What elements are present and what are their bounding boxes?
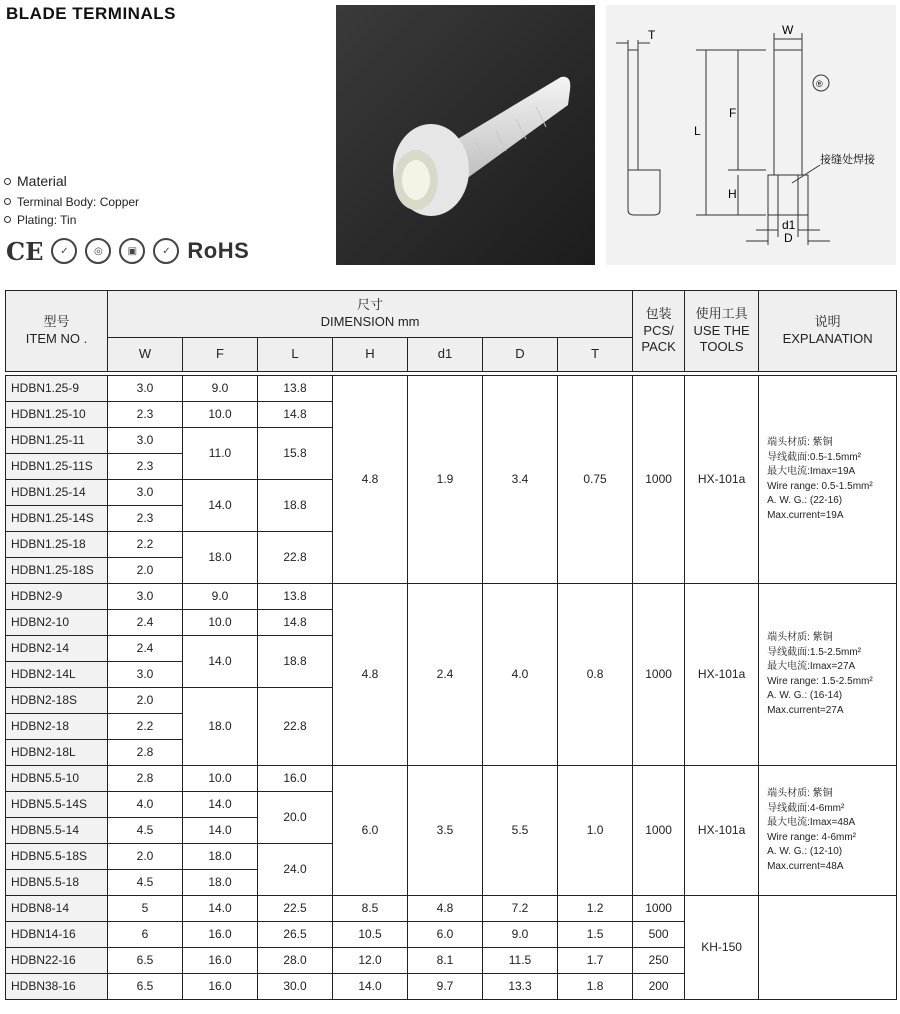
explanation-cell	[759, 896, 897, 1000]
pack-cell: 1000	[633, 896, 685, 922]
h-cell: 12.0	[333, 948, 408, 974]
l-cell: 18.8	[258, 636, 333, 688]
label-d: D	[784, 231, 793, 245]
explanation-line: 导线截面:4-6mm²	[767, 802, 845, 814]
f-cell: 14.0	[183, 480, 258, 532]
w-cell: 2.2	[108, 714, 183, 740]
d1-cell: 6.0	[408, 922, 483, 948]
explanation-line: 导线截面:0.5-1.5mm²	[767, 451, 861, 463]
d-cell: 5.5	[483, 766, 558, 896]
d-cell: 11.5	[483, 948, 558, 974]
l-cell: 22.8	[258, 532, 333, 584]
explanation-line: 端头材质: 紫铜	[767, 437, 833, 448]
explanation-line: Wire range: 4-6mm²	[767, 831, 856, 843]
table-row	[6, 766, 897, 792]
material-plating-text: Plating: Tin	[17, 213, 77, 227]
f-cell: 11.0	[183, 428, 258, 480]
ce-mark-icon: CE	[6, 236, 44, 266]
w-cell: 2.0	[108, 688, 183, 714]
header-col-l: L	[258, 338, 333, 372]
d-cell: 4.0	[483, 584, 558, 766]
w-cell: 2.4	[108, 636, 183, 662]
f-cell: 18.0	[183, 844, 258, 870]
l-cell: 15.8	[258, 428, 333, 480]
dimension-drawing	[606, 5, 896, 265]
item-cell: HDBN2-10	[6, 610, 108, 636]
w-cell: 4.0	[108, 792, 183, 818]
w-cell: 3.0	[108, 662, 183, 688]
header-pack: 包装 PCS/ PACK	[633, 291, 685, 372]
header-col-f: F	[183, 338, 258, 372]
l-cell: 16.0	[258, 766, 333, 792]
explanation-line: Max.current=19A	[767, 509, 844, 521]
label-h: H	[728, 187, 737, 201]
l-cell: 30.0	[258, 974, 333, 1000]
f-cell: 16.0	[183, 948, 258, 974]
item-cell: HDBN2-18L	[6, 740, 108, 766]
t-cell: 0.8	[558, 584, 633, 766]
item-cell: HDBN1.25-11	[6, 428, 108, 454]
item-cell: HDBN2-9	[6, 584, 108, 610]
w-cell: 6	[108, 922, 183, 948]
l-cell: 28.0	[258, 948, 333, 974]
header-col-h: H	[333, 338, 408, 372]
explanation-cell	[759, 376, 897, 584]
sgs-badge-icon: ✓	[153, 238, 179, 264]
t-cell: 1.5	[558, 922, 633, 948]
l-cell: 14.8	[258, 402, 333, 428]
material-body	[4, 195, 139, 209]
d1-cell: 8.1	[408, 948, 483, 974]
h-cell: 6.0	[333, 766, 408, 896]
item-cell: HDBN14-16	[6, 922, 108, 948]
l-cell: 26.5	[258, 922, 333, 948]
t-cell: 1.0	[558, 766, 633, 896]
item-cell: HDBN1.25-9	[6, 376, 108, 402]
w-cell: 3.0	[108, 376, 183, 402]
item-cell: HDBN1.25-14	[6, 480, 108, 506]
w-cell: 2.0	[108, 558, 183, 584]
tool-cell: HX-101a	[685, 584, 759, 766]
product-photo	[336, 5, 595, 265]
explanation-line: 最大电流:Imax=27A	[767, 661, 856, 672]
d-cell: 7.2	[483, 896, 558, 922]
item-cell: HDBN5.5-14S	[6, 792, 108, 818]
item-cell: HDBN5.5-18S	[6, 844, 108, 870]
w-cell: 2.0	[108, 844, 183, 870]
t-cell: 1.7	[558, 948, 633, 974]
f-cell: 14.0	[183, 896, 258, 922]
t-cell: 1.2	[558, 896, 633, 922]
w-cell: 2.2	[108, 532, 183, 558]
label-d1: d1	[782, 218, 796, 232]
material-body-text: Terminal Body: Copper	[17, 195, 140, 209]
item-cell: HDBN1.25-11S	[6, 454, 108, 480]
item-cell: HDBN1.25-14S	[6, 506, 108, 532]
item-cell: HDBN2-18	[6, 714, 108, 740]
w-cell: 2.3	[108, 506, 183, 532]
h-cell: 10.5	[333, 922, 408, 948]
f-cell: 14.0	[183, 636, 258, 688]
explanation-line: A. W. G.: (12-10)	[767, 846, 843, 857]
weld-note: 接缝处焊接	[820, 154, 875, 166]
item-cell: HDBN1.25-10	[6, 402, 108, 428]
w-cell: 3.0	[108, 584, 183, 610]
item-cell: HDBN5.5-14	[6, 818, 108, 844]
f-cell: 14.0	[183, 792, 258, 818]
terminal-drawing-icon	[606, 5, 896, 265]
item-cell: HDBN2-14L	[6, 662, 108, 688]
w-cell: 4.5	[108, 870, 183, 896]
f-cell: 16.0	[183, 922, 258, 948]
w-cell: 2.8	[108, 766, 183, 792]
l-cell: 20.0	[258, 792, 333, 844]
item-cell: HDBN1.25-18	[6, 532, 108, 558]
f-cell: 18.0	[183, 870, 258, 896]
d-cell: 3.4	[483, 376, 558, 584]
w-cell: 2.3	[108, 402, 183, 428]
label-w: W	[782, 23, 794, 37]
explanation-line: Max.current=27A	[767, 704, 844, 716]
w-cell: 5	[108, 896, 183, 922]
explanation-line: Wire range: 0.5-1.5mm²	[767, 480, 873, 492]
w-cell: 2.8	[108, 740, 183, 766]
rohs-mark: RoHS	[187, 238, 250, 263]
w-cell: 2.3	[108, 454, 183, 480]
header-explanation: 说明 EXPLANATION	[759, 291, 897, 372]
pack-cell: 1000	[633, 766, 685, 896]
pack-cell: 1000	[633, 584, 685, 766]
item-cell: HDBN22-16	[6, 948, 108, 974]
bullet-icon	[4, 216, 11, 223]
tool-cell: HX-101a	[685, 766, 759, 896]
t-cell: 0.75	[558, 376, 633, 584]
item-cell: HDBN5.5-10	[6, 766, 108, 792]
header-dimension: 尺寸 DIMENSION mm	[108, 291, 633, 338]
l-cell: 13.8	[258, 584, 333, 610]
label-l: L	[694, 124, 701, 138]
material-heading-text: Material	[17, 173, 67, 189]
certificate-badge-icon: ▣	[119, 238, 145, 264]
w-cell: 3.0	[108, 480, 183, 506]
h-cell: 4.8	[333, 376, 408, 584]
w-cell: 4.5	[108, 818, 183, 844]
page-title: BLADE TERMINALS	[6, 4, 176, 23]
registered-mark: ®	[816, 79, 823, 89]
tool-cell: KH-150	[685, 896, 759, 1000]
w-cell: 6.5	[108, 974, 183, 1000]
blade-terminal-photo-icon	[336, 5, 595, 265]
pack-cell: 1000	[633, 376, 685, 584]
spec-table	[5, 290, 897, 1000]
h-cell: 8.5	[333, 896, 408, 922]
l-cell: 14.8	[258, 610, 333, 636]
item-cell: HDBN1.25-18S	[6, 558, 108, 584]
d1-cell: 3.5	[408, 766, 483, 896]
certification-row	[6, 236, 249, 266]
l-cell: 22.5	[258, 896, 333, 922]
h-cell: 14.0	[333, 974, 408, 1000]
bullet-icon	[4, 198, 11, 205]
w-cell: 3.0	[108, 428, 183, 454]
f-cell: 16.0	[183, 974, 258, 1000]
header-col-t: T	[558, 338, 633, 372]
item-cell: HDBN2-18S	[6, 688, 108, 714]
ccc-badge-icon: ◎	[85, 238, 111, 264]
f-cell: 10.0	[183, 766, 258, 792]
d1-cell: 4.8	[408, 896, 483, 922]
d-cell: 13.3	[483, 974, 558, 1000]
label-f: F	[729, 106, 737, 120]
d1-cell: 9.7	[408, 974, 483, 1000]
w-cell: 2.4	[108, 610, 183, 636]
item-cell: HDBN8-14	[6, 896, 108, 922]
f-cell: 18.0	[183, 532, 258, 584]
header-col-w: W	[108, 338, 183, 372]
explanation-cell	[759, 766, 897, 896]
f-cell: 9.0	[183, 376, 258, 402]
l-cell: 22.8	[258, 688, 333, 766]
f-cell: 10.0	[183, 402, 258, 428]
explanation-cell	[759, 584, 897, 766]
l-cell: 24.0	[258, 844, 333, 896]
item-cell: HDBN38-16	[6, 974, 108, 1000]
explanation-line: 最大电流:Imax=19A	[767, 466, 856, 477]
explanation-line: A. W. G.: (16-14)	[767, 690, 843, 701]
d1-cell: 1.9	[408, 376, 483, 584]
table-row	[6, 896, 897, 922]
header-tools: 使用工具 USE THE TOOLS	[685, 291, 759, 372]
item-cell: HDBN2-14	[6, 636, 108, 662]
explanation-line: Wire range: 1.5-2.5mm²	[767, 675, 873, 687]
explanation-line: 最大电流:Imax=48A	[767, 817, 856, 828]
explanation-line: 端头材质: 紫铜	[767, 788, 833, 799]
l-cell: 18.8	[258, 480, 333, 532]
header-col-d1: d1	[408, 338, 483, 372]
l-cell: 13.8	[258, 376, 333, 402]
explanation-line: Max.current=48A	[767, 860, 844, 872]
f-cell: 18.0	[183, 688, 258, 766]
pack-cell: 500	[633, 922, 685, 948]
pack-cell: 250	[633, 948, 685, 974]
d1-cell: 2.4	[408, 584, 483, 766]
tool-cell: HX-101a	[685, 376, 759, 584]
header-col-d: D	[483, 338, 558, 372]
table-row	[6, 584, 897, 610]
f-cell: 9.0	[183, 584, 258, 610]
label-t: T	[648, 28, 656, 42]
explanation-line: 导线截面:1.5-2.5mm²	[767, 646, 861, 658]
item-cell: HDBN5.5-18	[6, 870, 108, 896]
w-cell: 6.5	[108, 948, 183, 974]
bullet-icon	[4, 178, 11, 185]
material-heading	[4, 173, 67, 189]
f-cell: 10.0	[183, 610, 258, 636]
explanation-line: 端头材质: 紫铜	[767, 632, 833, 643]
h-cell: 4.8	[333, 584, 408, 766]
d-cell: 9.0	[483, 922, 558, 948]
check-badge-icon: ✓	[51, 238, 77, 264]
pack-cell: 200	[633, 974, 685, 1000]
t-cell: 1.8	[558, 974, 633, 1000]
header-item: 型号 ITEM NO .	[6, 291, 108, 372]
material-plating	[4, 213, 76, 227]
table-row	[6, 376, 897, 402]
explanation-line: A. W. G.: (22-16)	[767, 495, 843, 506]
f-cell: 14.0	[183, 818, 258, 844]
